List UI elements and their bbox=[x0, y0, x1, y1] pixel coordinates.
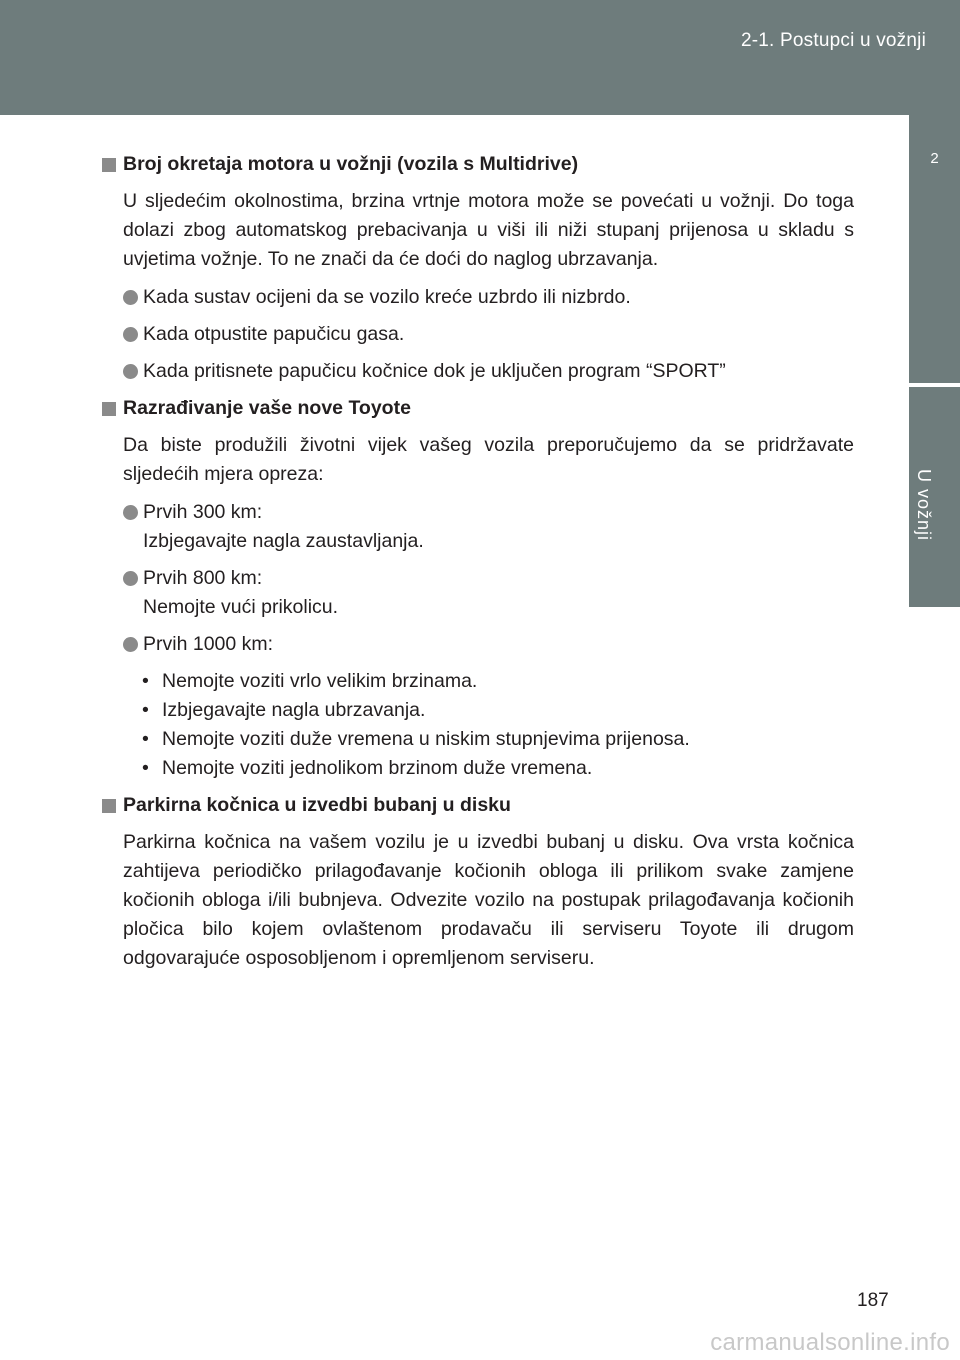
sub-bullet-mark: • bbox=[142, 699, 149, 721]
section-paragraph: Parkirna kočnica na vašem vozilu je u izvedbi bubanj u disku. Ova vrsta kočnica zahtijeva periodičko prilagođavanje kočionih obloga ili prilikom svake zamjene kočionih obloga i/ili bubnjeva. Odvezite vozilo na postupak prilagođavanja kočionih pločica bilo kojem ovlaštenom prodavaču ili serviseru Toyote ili drugom odgovarajuće osposobljenom i opremljenom serviseru. bbox=[123, 831, 854, 969]
chapter-label: U vožnji bbox=[914, 469, 934, 542]
header-bar bbox=[0, 0, 960, 115]
heading-text: Broj okretaja motora u vožnji (vozila s Multidrive) bbox=[123, 153, 579, 175]
square-bullet-icon bbox=[102, 158, 116, 172]
list-item-text: Nemojte vući prikolicu. bbox=[143, 596, 339, 618]
list-item-text: Kada sustav ocijeni da se vozilo kreće uzbrdo ili nizbrdo. bbox=[143, 286, 631, 308]
list-item-text: Kada pritisnete papučicu kočnice dok je uključen program “SPORT” bbox=[143, 360, 726, 382]
circle-bullet-icon bbox=[123, 571, 138, 586]
sub-list-item bbox=[142, 696, 854, 725]
heading-text: Parkirna kočnica u izvedbi bubanj u disku bbox=[123, 794, 511, 816]
section-paragraph: Da biste produžili životni vijek vašeg vozila preporučujemo da se pridržavate sljedećih mjera opreza: bbox=[123, 434, 854, 485]
heading-text: Razrađivanje vaše nove Toyote bbox=[123, 397, 411, 419]
sub-list-item bbox=[142, 754, 854, 783]
sub-list-item bbox=[142, 725, 854, 754]
sub-bullet-mark: • bbox=[142, 670, 149, 692]
circle-bullet-icon bbox=[123, 327, 138, 342]
circle-bullet-icon bbox=[123, 290, 138, 305]
square-bullet-icon bbox=[102, 799, 116, 813]
square-bullet-icon bbox=[102, 402, 116, 416]
circle-bullet-icon bbox=[123, 505, 138, 520]
page-number: 187 bbox=[857, 1290, 889, 1311]
sub-list bbox=[142, 667, 854, 783]
sub-list-text: Nemojte voziti vrlo velikim brzinama. bbox=[162, 670, 478, 692]
circle-bullet-icon bbox=[123, 364, 138, 379]
circle-bullet-icon bbox=[123, 637, 138, 652]
sub-list-item bbox=[142, 667, 854, 696]
sub-list-text: Nemojte voziti jednolikom brzinom duže vremena. bbox=[162, 757, 593, 779]
section-paragraph: U sljedećim okolnostima, brzina vrtnje motora može se povećati u vožnji. Do toga dolazi zbog automatskog prebacivanja u viši ili niži stupanj prijenosa u skladu s uvjetima vožnje. To ne znači da će doći do naglog ubrzavanja. bbox=[123, 190, 854, 270]
list-item bbox=[123, 564, 854, 622]
chapter-label-tab bbox=[909, 387, 960, 607]
section-heading bbox=[102, 150, 854, 179]
chapter-number: 2 bbox=[930, 150, 939, 167]
watermark: carmanualsonline.info bbox=[710, 1329, 950, 1356]
page-content bbox=[102, 150, 854, 982]
list-item bbox=[123, 498, 854, 556]
chapter-tab bbox=[909, 115, 960, 383]
section-heading bbox=[102, 791, 854, 820]
list-item-text: Kada otpustite papučicu gasa. bbox=[143, 323, 405, 345]
list-item bbox=[123, 320, 854, 349]
section-title: 2-1. Postupci u vožnji bbox=[741, 30, 926, 51]
sub-bullet-mark: • bbox=[142, 757, 149, 779]
list-item-title: Prvih 800 km: bbox=[143, 567, 263, 589]
list-item-text: Izbjegavajte nagla zaustavljanja. bbox=[143, 530, 424, 552]
section-heading bbox=[102, 394, 854, 423]
list-item bbox=[123, 630, 854, 659]
sub-bullet-mark: • bbox=[142, 728, 149, 750]
sub-list-text: Izbjegavajte nagla ubrzavanja. bbox=[162, 699, 426, 721]
list-item bbox=[123, 283, 854, 312]
list-item bbox=[123, 357, 854, 386]
list-item-title: Prvih 1000 km: bbox=[143, 633, 274, 655]
list-item-title: Prvih 300 km: bbox=[143, 501, 263, 523]
sub-list-text: Nemojte voziti duže vremena u niskim stupnjevima prijenosa. bbox=[162, 728, 690, 750]
